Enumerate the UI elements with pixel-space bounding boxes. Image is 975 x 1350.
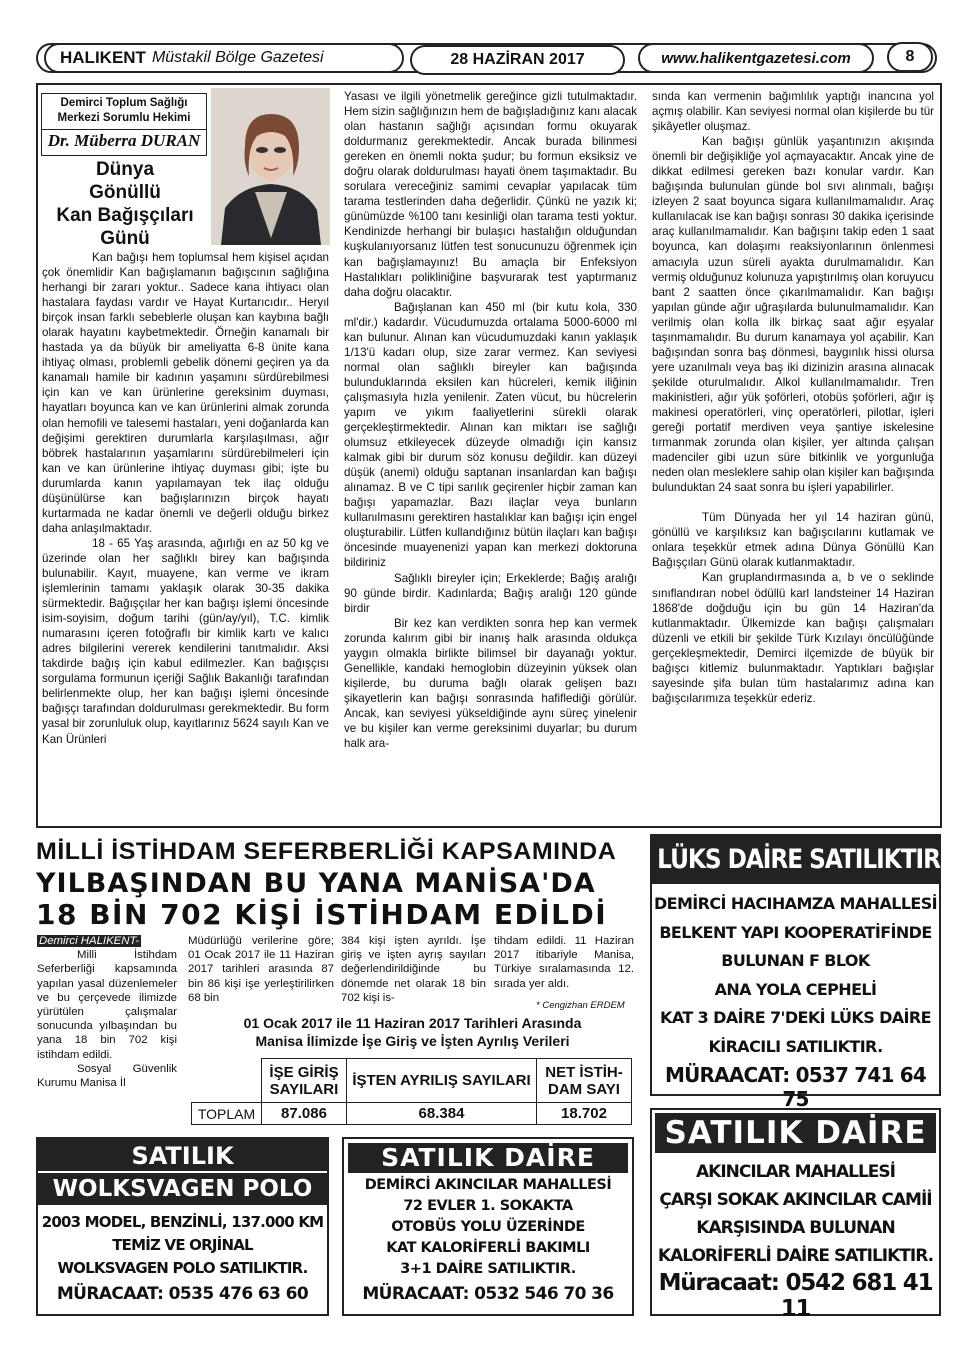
ad-flat1-line: DEMİRCİ AKINCILAR MAHALLESİ [364,1177,612,1193]
ad-car-line: TEMİZ VE ORJİNAL [112,1236,253,1254]
table-row [192,1103,632,1125]
ad-lux-contact: MÜRAACAT: 0537 741 64 75 [665,1063,926,1111]
ad-lux-line: ANA YOLA CEPHELİ [714,979,877,999]
page-number-pill [887,42,933,72]
employment-column-2 [188,934,334,1014]
row-label: TOPLAM [192,1103,262,1125]
ad-flat1-line: 72 EVLER 1. SOKAKTA [403,1198,573,1214]
article-column-2 [344,89,637,822]
value-net: 18.702 [537,1103,632,1125]
value-leaves: 68.384 [347,1103,537,1125]
dateline: Demirci HALIKENT- [39,935,140,947]
ad-flat2-line: AKINCILAR MAHALLESİ [696,1162,895,1182]
paragraph: Tüm Dünyada her yıl 14 haziran günü, gönüllü ve karşılıksız kan bağışcılarını kutlamak ve onlara teşekkür etmek adına Dünya Gönüllü Kan Bağışçıları Günü olarak kutlanmaktadır. [652,511,934,570]
ad-flat2-line: KARŞISINDA BULUNAN [696,1218,895,1238]
paper-name: HALIKENT [60,48,146,67]
article-title [42,158,208,250]
ad-flat2-title: SATILIK DAİRE [655,1113,936,1153]
header-net: NET İSTİH- DAM SAYI [537,1059,632,1103]
table-title-2: Manisa İlimizde İşe Giriş ve İşten Ayrılış Verileri [255,1033,570,1049]
ad-lux-apartment [650,834,941,1111]
paper-subtitle: Müstakil Bölge Gazetesi [151,49,324,66]
ad-flat-akincilar-72 [342,1137,634,1316]
title-line-3: Kan Bağışçıları [56,205,194,226]
employment-column-3 [341,934,486,1014]
header-leaves: İŞTEN AYRILIŞ SAYILARI [347,1059,537,1103]
headline-line-1: MİLLİ İSTİHDAM SEFERBERLİĞİ KAPSAMINDA [36,838,617,865]
institution-line-2: Merkezi Sorumlu Hekimi [57,112,191,124]
paragraph: Yasası ve ilgili yönetmelik gereğince gizli tutulmaktadır. Hem sizin sağlığınızın hem de bağışladığınız kanı alacak olan hastanın sağlığı açısından formu okuyarak doldurmanız gerekmektedir. Ancak burada bilinmesi gereken en önemli nokta şudur; bu formun eksiksiz ve doğru olarak doldurulması hayati önem taşımaktadır. Bu sorulara vereceğiniz samimi cevaplar yapılacak tüm tarama testlerinden daha değerlidir. Çünkü ne yazık ki; günümüzde %100 tanı kesinliği olan tarama testi yoktur. Kendinizde herhangi bir bulaşıcı hastalığın olduğundan kuşkulanıyorsanız lütfen test sonucunuzu öğrenmek için kan bağışlamayınız! Bu amaçla bir Enfeksiyon Hastalıkları polikliniğine başvurarak test yaptırmanız daha doğru olacaktır. [344,90,637,299]
ad-flat1-contact: MÜRACAAT: 0532 546 70 36 [362,1284,614,1304]
institution-line-1: Demirci Toplum Sağlığı [60,97,188,109]
ad-lux-line: DEMİRCİ HACIHAMZA MAHALLESİ [653,894,938,913]
value-hires: 87.086 [262,1103,347,1125]
ad-lux-title: LÜKS DAİRE SATILIKTIR [652,836,940,884]
paragraph: Müdürlüğü verilerine göre; 01 Ocak 2017 ile 11 Haziran 2017 tarihleri arasında 87 bin 86 kişi işe yerleştirilirken 68 bin [188,935,334,1004]
ad-car-line: WOLKSVAGEN POLO SATILIKTIR. [57,1259,308,1277]
ad-car-title-1: SATILIK [38,1139,327,1171]
ad-car [36,1137,329,1316]
header-hires: İŞE GİRİŞ SAYILARI [262,1059,347,1103]
paragraph: Sosyal Güvenlik Kurumu Manisa İl [37,1062,177,1090]
paragraph: Milli İstihdam Seferberliği kapsamında yapılan yasal düzenlemeler ve bu çerçevede ilimizde yürütülen çalışmalar sonucunda yılbaşından bu yana 18 bin 702 kişi istihdam edildi. [37,949,177,1061]
paragraph: Bir kez kan verdikten sonra hep kan vermek zorunda kalırım gibi bir inanış halk arasında oldukça yaygın olmakla birlikte bilimsel bir dayanağı yoktur. Genellikle, kandaki hemoglobin düzeyinin yüksek olan kişilerde, bu duruma bağlı olarak gelişen bazı şikayetlerin kan bağışı sonrasında hafiflediği görülür. Ancak, kan seviyesi yükseldiğinde aynı süreç yinelenir ve bu kişiler kan verme gereksinimi duyarlar; bu durum halk ara- [344,616,637,751]
title-line-1: Dünya [95,159,155,180]
ad-flat2-line: ÇARŞI SOKAK AKINCILAR CAMİİ [659,1190,932,1210]
page-number: 8 [905,48,915,65]
ad-flat2-line: KALORİFERLİ DAİRE SATILIKTIR. [657,1246,934,1266]
website-pill [638,43,874,73]
table-title-1: 01 Ocak 2017 ile 11 Haziran 2017 Tarihleri Arasında [243,1015,582,1031]
table-header-row [192,1059,632,1103]
employment-table [191,1058,632,1125]
ad-car-line: 2003 MODEL, BENZİNLİ, 137.000 KM [41,1213,324,1231]
date-pill [410,45,625,75]
author-name: Dr. Müberra DURAN [42,129,206,148]
paragraph: Kan bağışı günlük yaşantınızın akışında önemli bir değişikliğe yol açmayacaktır. Ancak yine de dikkat edilmesi gereken bazı konular vardır. Kan bağışında bulunulan günde bol sıvı alınmalı, bağışı izleyen 2 saat boyunca sigara kullanılmamalıdır. Araç kullanılacak ise kan bağışı sonrası 30 dakika içerisinde araç kullanılmamalıdır. Kan bağışını takip eden 1 saat boyunca, kan dolaşımı reaksiyonlarının önlenmesi amacıyla uzun süreli ayakta durulmamalıdır. Kan vermiş olduğunuz kolunuza yapıştırılmış olan koruyucu bant 2 saatten önce çıkarılmamalıdır. Kan bağışı yapılan günde ağır uğraşılarda bulunulmamalıdır. Kan verilmiş olan kolla ilk birkaç saat ağır eşyalar taşınmamalıdır. Bu durum kanamaya yol açabilir. Kan bağışından sonra baş dönmesi, baygınlık hissi olursa yere uzanılmalı veya baş iki dizinizin arasına alınacak şekilde oturulmalıdır. Alkol kullanılmamalıdır. Tren makinistleri, ağır yük şoförleri, otobüs şoförleri, ağır iş makinesi operatörleri, vinç operatörleri, pilotlar, işleri gereği portatif merdiven veya şantiye iskelesine tırmanmak zorunda olan kişiler, yer altında çalışan madenciler gibi uzun süre bitkinlik ve yorgunluğa neden olan mesleklere sahip olan kişiler kan bağışında bulunduktan 24 saat sonra bu işleri yapabilirler. [652,135,934,495]
ad-lux-line: BELKENT YAPI KOOPERATİFİNDE [659,922,932,942]
author-box [41,93,207,156]
ad-lux-line: KAT 3 DAİRE 7'DEKİ LÜKS DAİRE [660,1008,931,1027]
author-photo [211,88,330,245]
headline-line-2: YILBAŞINDAN BU YANA MANİSA'DA [36,868,596,899]
paragraph: 18 - 65 Yaş arasında, ağırlığı en az 50 kg ve üzerinde olan her sağlıklı birey kan bağışında bulunabilir. Kayıt, muayene, kan verme ve ikram işlemlerinin tamamı yaklaşık olarak 30-35 dakika sürmektedir. Bağışçılar her kan bağışı işlemi öncesinde isim-soyisim, doğum tarihi (gün/ay/yıl), T.C. kimlik numarasını içeren fotoğraflı bir kimlik kartı ve kalıcı adres bilgilerini vererek kendilerini tanıtmalıdır. Aksi takdirde bağış için kabul edilmezler. Kan bağışçısı sorgulama formunun içeriği Sağlık Bakanlığı tarafından belirlenmekte olup, her kan bağışı işlemi öncesinde bağışçı tarafından doldurulması gerekmektedir. Bu form yasal bir zorunluluk olup, kayıtlarınız 5624 sayılı Kan ve Kan Ürünleri [42,536,329,746]
paragraph: sında kan vermenin bağımlılık yaptığı inancına yol açmış olabilir. Kan seviyesi normal olan kişilerde bu tür şikâyetler oluşmaz. [652,90,934,134]
title-line-4: Günü [100,228,150,249]
title-line-2: Gönüllü [89,182,161,203]
issue-date: 28 HAZİRAN 2017 [450,51,585,68]
paper-name-pill [44,43,404,73]
paragraph: Sağlıklı bireyler için; Erkeklerde; Bağış aralığı 90 günde birdir. Kadınlarda; Bağış aralığı 120 günde birdir [344,571,637,615]
ad-lux-line: BULUNAN F BLOK [721,951,870,970]
paragraph: Kan gruplandırmasında a, b ve o seklinde sınıflandıran nobel ödüllü karl landsteiner 14 Haziran 1868'de doğduğu için bu gün 14 Haziran'da kutlanmaktadır. Ülkemizde kan bağışı çalışmaları düzenli ve etkili bir şekilde Türk Kızılayı öncülüğünde gerçekleşmektedir, Demirci ilçemizde de büyük bir bağışcı kitlemiz bulunmaktadır. Yaptıkları bağışlar sayesinde şifa bulan tüm hastalarımız adına kan bağışcılarımıza teşekkür ederiz. [652,571,934,705]
ad-flat-carsi-sokak [650,1108,941,1322]
ad-flat1-line: OTOBÜS YOLU ÜZERİNDE [391,1219,585,1235]
paragraph: tihdam edildi. 11 Haziran 2017 itibariyle Manisa, Türkiye sıralamasında 12. sırada yer aldı. [494,935,634,990]
paragraph: 384 kişi işten ayrıldı. İşe giriş ve işten ayrış sayıları değerlendirildiğinde bu dönemde net olarak 18 bin 702 kişi is- [341,935,486,1004]
paragraph: Bağışlanan kan 450 ml (bir kutu kola, 330 ml'dir.) kadardır. Vücudumuzda ortalama 5000-6000 ml kan bulunur. Alınan kan vücudumuzdaki kanın yaklaşık 1/13'ü kadarı olup, size zarar vermez. Kan seviyesi normal olan sağlıklı bireyler kan bağışında bulunduklarında eksilen kan hücreleri, kemik iliğinin çalışmasıyla hızla yenilenir. Zaten vücut, bu hücrelerin yapım ve yıkım faaliyetlerini sürekli olarak gerçekleştirmektedir. Alınan kan miktarı ise sağlığı olumsuz etkileyecek düzeyde olmadığı için kansız kalmak gibi bir durum söz konusu değildir. kan düzeyi düşük (anemi) olduğu saptanan insanlardan kan bağışı alınamaz. B ve C tipi sarılık geçirenler hiçbir zaman kan bağışı yapamazlar. Bazı ilaçlar veya bunların kullanılmasını gerektiren hastalıklar kan bağışı için engel oluşturabilir. Lütfen kullandığınız bütün ilaçları kan bağışı öncesinde muayenenizi yapan kan merkezi doktoruna bildiriniz [344,300,637,570]
ad-flat1-line: KAT KALORİFERLİ BAKIMLI [386,1240,590,1256]
employment-column-1 [37,934,177,1124]
ad-car-contact: MÜRACAAT: 0535 476 63 60 [56,1284,309,1304]
article-column-3 [652,89,934,822]
website: www.halikentgazetesi.com [661,49,851,67]
ad-flat2-contact: Müracaat: 0542 681 41 11 [658,1270,933,1322]
paragraph: Kan bağışı hem toplumsal hem kişisel açıdan çok önemlidir Kan bağışlamanın bağışcının sağlığına herhangi bir zararı yoktur.. Sadece kana ihtiyacı olan hastalara faydası vardır ve Hayat Kurtarıcıdır.. Heryıl birçok insan farklı sebeblerle oluşan kan kaybına bağlı olarak hayatını kaybetmektedir. Örneğin kanamalı bir hastada ya da büyük bir ameliyatta 6-8 ünite kana ihtiyaç olması, problemli gebelik dönemi geçiren ya da kanamalı hamile bir kadının yaşamını sürdürebilmesi için kan ve kan ürünlerine gereksinim duyması, hayatları boyunca kan ve kan ürünlerini almak zorunda olan hemofili ve talesemi hastaları, yeni doğanlarda kan değişimi gerektiren durumlarla karşılaşılması, ağır böbrek hastalarının yaşamlarını sürdürebilmeleri için kan ve kan ürünlerine ihtiyaç duyması gibi; işte bu durumlarda kanın yapılamayan tek ilaç olduğu düşünülürse kan bağışlarınızın birçok hayatı kurtarmada ne kadar önemli ve değerli olduğu birkez daha anlaşılmaktadır. [42,251,329,535]
headline-line-3: 18 BİN 702 KİŞİ İSTİHDAM EDİLDİ [36,898,608,931]
ad-flat1-line: 3+1 DAİRE SATILIKTIR. [400,1261,576,1277]
byline: * Cengizhan ERDEM [536,1000,625,1011]
ad-car-title-2: WOLKSVAGEN POLO [38,1171,327,1205]
ad-lux-line: KİRACILI SATILIKTIR. [708,1036,883,1056]
article-column-1 [42,250,329,822]
ad-flat1-title: SATILIK DAİRE [348,1143,628,1173]
